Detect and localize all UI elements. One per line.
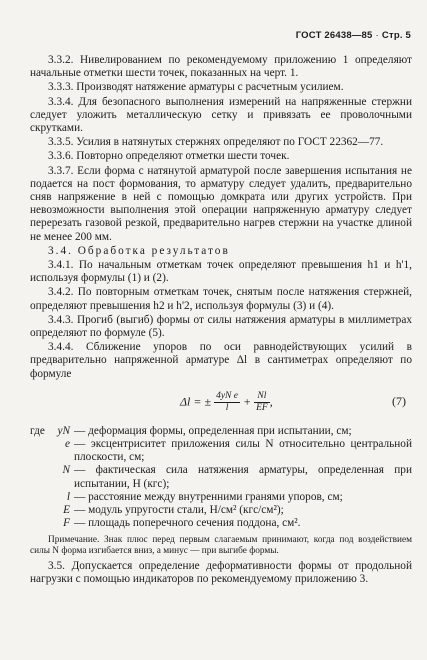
section-heading-3-4: 3.4. Обработка результатов <box>48 244 230 257</box>
paragraph-3-4-3: 3.4.3. Прогиб (выгиб) формы от силы натяжения арматуры в миллиметрах определяют по формуле (5). <box>30 313 412 340</box>
legend-symbol: l <box>66 490 70 503</box>
paragraph-3-3-2: 3.3.2. Нивелированием по рекомендуемому приложению 1 определяют начальные отметки шести точек, показанных на черт. 1. <box>30 54 412 80</box>
paragraph-3-4-2: 3.4.2. По повторным отметкам точек, снятым после натяжения стержней, определяют превышения h2 и h'2, используя формулы (3) и (4). <box>30 286 412 312</box>
legend-text: — деформация формы, определенная при испытании, см; <box>74 424 352 437</box>
legend-symbol: yN <box>57 424 70 437</box>
legend-row <box>30 438 412 464</box>
legend-intro: где <box>30 424 45 437</box>
note: Примечание. Знак плюс перед первым слагаемым принимают, когда под воздействием силы N форма изгибается вниз, а минус — при выгибе формы. <box>30 534 412 556</box>
fraction-elongation <box>254 391 270 414</box>
legend-text: — площадь поперечного сечения поддона, см². <box>74 517 301 530</box>
standard-number: ГОСТ 26438—85 <box>295 30 373 41</box>
legend-row <box>30 517 412 530</box>
legend-symbol: F <box>63 517 70 530</box>
paragraph-3-3-7: 3.3.7. Если форма с натянутой арматурой после завершения испытания не подается на пост формования, то арматуру следует удалить, предварительно сняв напряжение в ней с помощью домкрата или других устройств. При невозможности выполнения этой операции напряженную арматуру следует перерезать газовой резкой, предварительно нагрев стержни на участке длиной не менее 200 мм. <box>30 164 412 243</box>
paragraph-3-3-5: 3.3.5. Усилия в натянутых стержнях определяют по ГОСТ 22362—77. <box>48 136 384 149</box>
fraction-denominator: EF <box>256 402 268 413</box>
legend-row <box>30 491 412 504</box>
paragraph-3-4-4: 3.4.4. Сближение упоров по оси равнодействующих усилий в предварительно напряженной арматуре Δl в сантиметрах определяют по формуле <box>30 341 412 380</box>
legend-text: — эксцентриситет приложения силы N относительно центральной плоскости, см; <box>74 438 412 464</box>
legend-text: — модуль упругости стали, Н/см² (кгс/см²); <box>74 504 284 517</box>
paragraph-3-3-6: 3.3.6. Повторно определяют отметки шести точек. <box>48 150 290 163</box>
symbol-legend <box>30 425 412 531</box>
legend-symbol: e <box>64 438 70 451</box>
formula-comma: , <box>269 394 273 409</box>
formula-7 <box>30 383 412 423</box>
page-number: Стр. 5 <box>381 30 411 41</box>
legend-text: — фактическая сила натяжения арматуры, определенная при испытании, Н (кгс); <box>74 464 412 490</box>
legend-row <box>30 504 412 517</box>
fraction-numerator: Nl <box>254 391 270 403</box>
paragraph-3-5: 3.5. Допускается определение деформативности формы от продольной нагрузки с помощью индикаторов по рекомендуемому приложению 3. <box>30 560 412 586</box>
fraction-numerator: 4yN e <box>216 390 238 401</box>
legend-symbol: N <box>62 464 70 477</box>
page-header: ГОСТ 26438—85 · Стр. 5 <box>295 30 411 41</box>
formula-expression <box>180 391 273 414</box>
fraction-denominator: l <box>225 402 229 413</box>
paragraph-3-4-1: 3.4.1. По начальным отметкам точек определяют превышения h1 и h'1, используя формулы (1) и (2). <box>30 259 412 285</box>
legend-row <box>30 425 412 438</box>
document-body <box>30 54 412 588</box>
formula-plus: + <box>242 394 252 409</box>
legend-symbol: E <box>63 504 70 517</box>
formula-lhs: Δl = ± <box>180 394 212 409</box>
paragraph-3-3-3: 3.3.3. Производят натяжение арматуры с расчетным усилием. <box>48 81 344 94</box>
legend-text: — расстояние между внутренними гранями упоров, см; <box>74 490 343 503</box>
legend-row <box>30 464 412 490</box>
paragraph-3-3-4: 3.3.4. Для безопасного выполнения измерений на напряженные стержни следует уложить металлическую сетку и привязать ее проволочными скрутками. <box>30 95 412 135</box>
formula-number: (7) <box>392 393 406 408</box>
fraction-deformation <box>214 391 240 414</box>
